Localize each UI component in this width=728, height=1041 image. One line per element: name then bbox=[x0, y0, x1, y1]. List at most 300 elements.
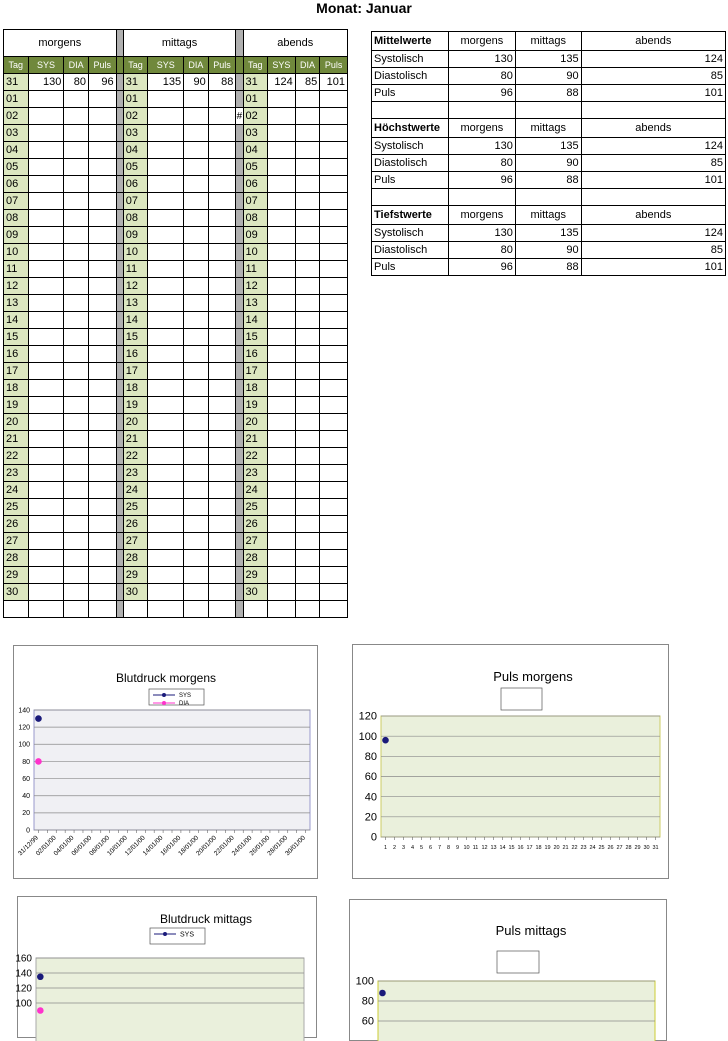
value-cell[interactable] bbox=[64, 533, 89, 550]
value-cell[interactable] bbox=[208, 397, 236, 414]
empty-cell bbox=[116, 601, 123, 618]
value-cell[interactable] bbox=[64, 261, 89, 278]
value-cell[interactable] bbox=[28, 380, 64, 397]
value-cell[interactable] bbox=[28, 227, 64, 244]
value-cell[interactable] bbox=[88, 261, 116, 278]
value-cell[interactable] bbox=[64, 584, 89, 601]
value-cell[interactable] bbox=[88, 329, 116, 346]
value-cell[interactable] bbox=[88, 210, 116, 227]
value-cell[interactable] bbox=[88, 533, 116, 550]
value-cell[interactable] bbox=[148, 261, 184, 278]
value-cell[interactable] bbox=[64, 244, 89, 261]
value-cell[interactable] bbox=[208, 329, 236, 346]
value-cell[interactable] bbox=[208, 295, 236, 312]
value-cell[interactable] bbox=[320, 125, 348, 142]
value-cell[interactable] bbox=[268, 312, 296, 329]
value-cell[interactable] bbox=[88, 91, 116, 108]
value-cell[interactable] bbox=[64, 414, 89, 431]
value-cell[interactable] bbox=[28, 142, 64, 159]
value-cell[interactable] bbox=[64, 329, 89, 346]
value-cell[interactable] bbox=[208, 550, 236, 567]
value-cell[interactable] bbox=[88, 363, 116, 380]
column-separator bbox=[236, 278, 243, 295]
value-cell[interactable] bbox=[28, 125, 64, 142]
value-cell[interactable] bbox=[295, 448, 320, 465]
value-cell[interactable]: 90 bbox=[184, 74, 209, 91]
value-cell[interactable] bbox=[148, 516, 184, 533]
value-cell[interactable] bbox=[268, 533, 296, 550]
value-cell[interactable] bbox=[268, 210, 296, 227]
value-cell[interactable] bbox=[28, 448, 64, 465]
value-cell[interactable] bbox=[320, 346, 348, 363]
value-cell[interactable] bbox=[320, 261, 348, 278]
value-cell[interactable] bbox=[28, 193, 64, 210]
value-cell[interactable] bbox=[148, 550, 184, 567]
value-cell[interactable] bbox=[208, 448, 236, 465]
value-cell[interactable] bbox=[28, 278, 64, 295]
value-cell[interactable] bbox=[295, 142, 320, 159]
value-cell[interactable] bbox=[184, 244, 209, 261]
value-cell[interactable] bbox=[184, 193, 209, 210]
empty-cell bbox=[372, 102, 449, 119]
value-cell[interactable] bbox=[28, 91, 64, 108]
value-cell[interactable] bbox=[28, 431, 64, 448]
value-cell[interactable] bbox=[148, 499, 184, 516]
day-cell: 07 bbox=[123, 193, 148, 210]
value-cell[interactable] bbox=[148, 210, 184, 227]
value-cell[interactable] bbox=[184, 584, 209, 601]
value-cell[interactable] bbox=[268, 482, 296, 499]
value-cell[interactable] bbox=[184, 210, 209, 227]
column-separator bbox=[116, 482, 123, 499]
value-cell[interactable] bbox=[148, 159, 184, 176]
value-cell[interactable] bbox=[295, 193, 320, 210]
value-cell[interactable] bbox=[268, 159, 296, 176]
column-separator bbox=[236, 414, 243, 431]
value-cell[interactable]: 130 bbox=[28, 74, 64, 91]
value-cell[interactable] bbox=[295, 261, 320, 278]
value-cell[interactable] bbox=[64, 227, 89, 244]
value-cell[interactable] bbox=[28, 465, 64, 482]
value-cell[interactable] bbox=[320, 414, 348, 431]
value-cell[interactable] bbox=[28, 482, 64, 499]
value-cell[interactable]: 135 bbox=[148, 74, 184, 91]
value-cell[interactable] bbox=[64, 176, 89, 193]
value-cell[interactable] bbox=[320, 380, 348, 397]
value-cell[interactable] bbox=[88, 584, 116, 601]
value-cell[interactable] bbox=[268, 431, 296, 448]
value-cell[interactable] bbox=[295, 431, 320, 448]
value-cell[interactable] bbox=[148, 91, 184, 108]
value-cell[interactable]: 124 bbox=[268, 74, 296, 91]
value-cell[interactable] bbox=[148, 295, 184, 312]
value-cell[interactable] bbox=[184, 499, 209, 516]
legend-marker bbox=[163, 932, 167, 936]
value-cell[interactable] bbox=[184, 312, 209, 329]
value-cell[interactable] bbox=[64, 312, 89, 329]
value-cell[interactable] bbox=[64, 567, 89, 584]
value-cell[interactable] bbox=[28, 346, 64, 363]
value-cell[interactable] bbox=[320, 584, 348, 601]
value-cell[interactable] bbox=[148, 533, 184, 550]
value-cell[interactable] bbox=[320, 193, 348, 210]
value-cell[interactable] bbox=[295, 295, 320, 312]
value-cell[interactable] bbox=[268, 329, 296, 346]
value-cell[interactable] bbox=[320, 295, 348, 312]
value-cell[interactable] bbox=[88, 414, 116, 431]
value-cell[interactable] bbox=[64, 210, 89, 227]
value-cell[interactable] bbox=[295, 227, 320, 244]
value-cell[interactable] bbox=[268, 363, 296, 380]
value-cell[interactable] bbox=[64, 295, 89, 312]
value-cell[interactable] bbox=[268, 278, 296, 295]
value-cell[interactable] bbox=[320, 159, 348, 176]
value-cell[interactable] bbox=[208, 567, 236, 584]
value-cell[interactable] bbox=[208, 465, 236, 482]
day-cell: 20 bbox=[123, 414, 148, 431]
value-cell[interactable] bbox=[208, 261, 236, 278]
value-cell[interactable] bbox=[268, 550, 296, 567]
value-cell[interactable] bbox=[184, 567, 209, 584]
value-cell[interactable] bbox=[88, 125, 116, 142]
value-cell[interactable] bbox=[268, 261, 296, 278]
value-cell[interactable] bbox=[208, 227, 236, 244]
value-cell[interactable] bbox=[28, 363, 64, 380]
value-cell[interactable] bbox=[148, 448, 184, 465]
value-cell[interactable] bbox=[88, 312, 116, 329]
day-cell: 12 bbox=[123, 278, 148, 295]
value-cell[interactable] bbox=[88, 227, 116, 244]
value-cell[interactable] bbox=[295, 244, 320, 261]
value-cell[interactable] bbox=[28, 210, 64, 227]
value-cell[interactable] bbox=[208, 584, 236, 601]
value-cell[interactable] bbox=[88, 448, 116, 465]
value-cell[interactable] bbox=[208, 346, 236, 363]
value-cell[interactable] bbox=[64, 431, 89, 448]
value-cell[interactable] bbox=[295, 482, 320, 499]
value-cell[interactable] bbox=[88, 108, 116, 125]
value-cell[interactable] bbox=[148, 125, 184, 142]
column-separator bbox=[236, 193, 243, 210]
value-cell[interactable] bbox=[295, 380, 320, 397]
value-cell[interactable] bbox=[184, 482, 209, 499]
value-cell[interactable] bbox=[295, 465, 320, 482]
value-cell[interactable] bbox=[320, 550, 348, 567]
value-cell[interactable] bbox=[208, 244, 236, 261]
value-cell[interactable] bbox=[184, 448, 209, 465]
value-cell[interactable] bbox=[268, 244, 296, 261]
value-cell[interactable] bbox=[295, 499, 320, 516]
value-cell[interactable] bbox=[295, 278, 320, 295]
value-cell[interactable] bbox=[64, 363, 89, 380]
value-cell[interactable] bbox=[184, 108, 209, 125]
value-cell[interactable] bbox=[268, 584, 296, 601]
value-cell[interactable] bbox=[208, 431, 236, 448]
value-cell[interactable] bbox=[148, 414, 184, 431]
value-cell[interactable] bbox=[320, 108, 348, 125]
value-cell[interactable] bbox=[184, 329, 209, 346]
value-cell[interactable] bbox=[320, 397, 348, 414]
value-cell[interactable] bbox=[28, 533, 64, 550]
value-cell[interactable] bbox=[208, 312, 236, 329]
value-cell[interactable] bbox=[208, 108, 236, 125]
value-cell[interactable] bbox=[184, 380, 209, 397]
value-cell[interactable] bbox=[184, 397, 209, 414]
value-cell[interactable] bbox=[64, 159, 89, 176]
value-cell[interactable] bbox=[295, 584, 320, 601]
value-cell[interactable] bbox=[184, 125, 209, 142]
value-cell[interactable] bbox=[184, 295, 209, 312]
value-cell[interactable] bbox=[184, 431, 209, 448]
value-cell[interactable] bbox=[148, 329, 184, 346]
value-cell[interactable] bbox=[320, 363, 348, 380]
value-cell[interactable]: 85 bbox=[295, 74, 320, 91]
value-cell[interactable] bbox=[28, 261, 64, 278]
value-cell[interactable] bbox=[28, 584, 64, 601]
value-cell[interactable] bbox=[208, 176, 236, 193]
value-cell[interactable] bbox=[268, 142, 296, 159]
value-cell[interactable] bbox=[148, 108, 184, 125]
value-cell[interactable] bbox=[268, 125, 296, 142]
value-cell[interactable] bbox=[64, 465, 89, 482]
value-cell[interactable] bbox=[28, 414, 64, 431]
value-cell[interactable] bbox=[64, 278, 89, 295]
value-cell[interactable] bbox=[88, 397, 116, 414]
value-cell[interactable] bbox=[320, 227, 348, 244]
value-cell[interactable] bbox=[148, 584, 184, 601]
value-cell[interactable] bbox=[295, 159, 320, 176]
value-cell[interactable] bbox=[148, 431, 184, 448]
value-cell[interactable] bbox=[320, 210, 348, 227]
value-cell[interactable] bbox=[268, 397, 296, 414]
value-cell[interactable] bbox=[148, 193, 184, 210]
value-cell[interactable] bbox=[148, 380, 184, 397]
value-cell[interactable] bbox=[184, 176, 209, 193]
value-cell[interactable] bbox=[320, 431, 348, 448]
value-cell[interactable] bbox=[184, 261, 209, 278]
value-cell[interactable] bbox=[268, 346, 296, 363]
value-cell[interactable] bbox=[88, 431, 116, 448]
value-cell[interactable] bbox=[148, 567, 184, 584]
value-cell[interactable] bbox=[148, 176, 184, 193]
value-cell[interactable] bbox=[148, 482, 184, 499]
value-cell[interactable] bbox=[295, 516, 320, 533]
value-cell[interactable] bbox=[88, 244, 116, 261]
value-cell[interactable] bbox=[64, 499, 89, 516]
value-cell[interactable] bbox=[28, 176, 64, 193]
value-cell[interactable] bbox=[184, 91, 209, 108]
value-cell[interactable] bbox=[28, 499, 64, 516]
value-cell[interactable] bbox=[208, 193, 236, 210]
value-cell[interactable] bbox=[268, 176, 296, 193]
value-cell[interactable] bbox=[64, 91, 89, 108]
value-cell[interactable] bbox=[208, 414, 236, 431]
empty-cell bbox=[448, 189, 515, 206]
value-cell[interactable] bbox=[268, 414, 296, 431]
x-tick-label: 25 bbox=[598, 845, 605, 851]
value-cell[interactable] bbox=[64, 125, 89, 142]
value-cell[interactable] bbox=[88, 516, 116, 533]
value-cell[interactable] bbox=[295, 312, 320, 329]
value-cell[interactable] bbox=[184, 414, 209, 431]
value-cell[interactable] bbox=[184, 278, 209, 295]
value-cell[interactable] bbox=[148, 346, 184, 363]
value-cell[interactable] bbox=[208, 278, 236, 295]
value-cell[interactable] bbox=[320, 499, 348, 516]
value-cell[interactable] bbox=[88, 465, 116, 482]
value-cell[interactable] bbox=[208, 516, 236, 533]
value-cell[interactable] bbox=[148, 312, 184, 329]
value-cell[interactable] bbox=[28, 108, 64, 125]
value-cell[interactable] bbox=[184, 550, 209, 567]
value-cell[interactable] bbox=[295, 91, 320, 108]
value-cell[interactable] bbox=[320, 329, 348, 346]
value-cell[interactable] bbox=[148, 465, 184, 482]
value-cell[interactable] bbox=[184, 533, 209, 550]
value-cell[interactable] bbox=[88, 193, 116, 210]
value-cell[interactable] bbox=[295, 397, 320, 414]
value-cell[interactable] bbox=[64, 397, 89, 414]
value-cell[interactable] bbox=[88, 567, 116, 584]
value-cell[interactable] bbox=[28, 550, 64, 567]
value-cell[interactable] bbox=[28, 295, 64, 312]
legend-label: SYS bbox=[180, 931, 195, 939]
value-cell[interactable] bbox=[208, 482, 236, 499]
value-cell[interactable] bbox=[148, 363, 184, 380]
value-cell[interactable] bbox=[320, 448, 348, 465]
value-cell[interactable] bbox=[295, 363, 320, 380]
value-cell[interactable] bbox=[295, 346, 320, 363]
value-cell[interactable] bbox=[295, 125, 320, 142]
value-cell[interactable]: 101 bbox=[320, 74, 348, 91]
value-cell[interactable] bbox=[28, 567, 64, 584]
value-cell[interactable] bbox=[208, 499, 236, 516]
table-row bbox=[372, 155, 726, 172]
value-cell[interactable]: 80 bbox=[64, 74, 89, 91]
value-cell[interactable] bbox=[295, 108, 320, 125]
value-cell[interactable] bbox=[268, 448, 296, 465]
value-cell[interactable] bbox=[268, 108, 296, 125]
value-cell[interactable] bbox=[88, 176, 116, 193]
value-cell[interactable] bbox=[320, 244, 348, 261]
value-cell[interactable]: 88 bbox=[208, 74, 236, 91]
value-cell[interactable] bbox=[28, 244, 64, 261]
value-cell[interactable] bbox=[208, 125, 236, 142]
value-cell[interactable] bbox=[208, 159, 236, 176]
value-cell[interactable] bbox=[320, 142, 348, 159]
value-cell[interactable] bbox=[320, 465, 348, 482]
value-cell[interactable] bbox=[64, 108, 89, 125]
x-tick-label: 8 bbox=[446, 845, 451, 851]
value-cell[interactable] bbox=[268, 567, 296, 584]
value-cell[interactable] bbox=[295, 550, 320, 567]
value-cell[interactable] bbox=[295, 329, 320, 346]
value-cell[interactable] bbox=[320, 567, 348, 584]
value-cell[interactable] bbox=[148, 397, 184, 414]
value-cell[interactable]: 96 bbox=[88, 74, 116, 91]
value-cell[interactable] bbox=[184, 227, 209, 244]
value-cell[interactable] bbox=[88, 295, 116, 312]
value-cell[interactable] bbox=[28, 516, 64, 533]
value-cell[interactable] bbox=[208, 142, 236, 159]
value-cell[interactable] bbox=[184, 465, 209, 482]
value-cell[interactable] bbox=[295, 210, 320, 227]
value-cell[interactable] bbox=[64, 516, 89, 533]
value-cell[interactable] bbox=[88, 380, 116, 397]
value-cell[interactable] bbox=[64, 482, 89, 499]
value-cell[interactable] bbox=[28, 397, 64, 414]
value-cell[interactable] bbox=[88, 550, 116, 567]
value-cell[interactable] bbox=[184, 142, 209, 159]
value-cell[interactable] bbox=[208, 380, 236, 397]
column-separator bbox=[116, 550, 123, 567]
value-cell[interactable] bbox=[88, 346, 116, 363]
value-cell[interactable] bbox=[148, 244, 184, 261]
value-cell[interactable] bbox=[320, 278, 348, 295]
value-cell[interactable] bbox=[320, 516, 348, 533]
day-cell: 27 bbox=[243, 533, 268, 550]
value-cell[interactable] bbox=[208, 533, 236, 550]
value-cell[interactable] bbox=[320, 176, 348, 193]
value-cell[interactable] bbox=[208, 91, 236, 108]
y-tick-label: 120 bbox=[18, 724, 30, 732]
value-cell[interactable] bbox=[295, 567, 320, 584]
value-cell[interactable] bbox=[268, 465, 296, 482]
value-cell[interactable] bbox=[268, 295, 296, 312]
value-cell[interactable] bbox=[88, 142, 116, 159]
value-cell[interactable] bbox=[64, 346, 89, 363]
value-cell[interactable] bbox=[28, 329, 64, 346]
value-cell[interactable] bbox=[184, 159, 209, 176]
value-cell[interactable] bbox=[64, 142, 89, 159]
value-cell[interactable] bbox=[295, 176, 320, 193]
value-cell[interactable] bbox=[88, 482, 116, 499]
value-cell[interactable] bbox=[295, 414, 320, 431]
value-cell[interactable] bbox=[268, 91, 296, 108]
value-cell[interactable] bbox=[148, 142, 184, 159]
value-cell[interactable] bbox=[64, 550, 89, 567]
x-tick-label: 17 bbox=[526, 845, 533, 851]
value-cell[interactable] bbox=[268, 499, 296, 516]
value-cell[interactable] bbox=[208, 363, 236, 380]
value-cell[interactable] bbox=[64, 380, 89, 397]
value-cell[interactable] bbox=[320, 91, 348, 108]
value-cell[interactable] bbox=[28, 159, 64, 176]
value-cell[interactable] bbox=[64, 193, 89, 210]
value-cell[interactable] bbox=[320, 533, 348, 550]
value-cell[interactable] bbox=[184, 346, 209, 363]
value-cell[interactable] bbox=[64, 448, 89, 465]
day-cell: 06 bbox=[4, 176, 29, 193]
value-cell[interactable] bbox=[268, 193, 296, 210]
value-cell[interactable] bbox=[148, 278, 184, 295]
value-cell[interactable] bbox=[320, 482, 348, 499]
value-cell[interactable] bbox=[320, 312, 348, 329]
value-cell[interactable] bbox=[88, 499, 116, 516]
value-cell[interactable] bbox=[88, 278, 116, 295]
value-cell[interactable] bbox=[268, 227, 296, 244]
value-cell[interactable] bbox=[184, 516, 209, 533]
value-cell[interactable] bbox=[28, 312, 64, 329]
value-cell[interactable] bbox=[295, 533, 320, 550]
value-cell[interactable] bbox=[184, 363, 209, 380]
value-cell[interactable] bbox=[148, 227, 184, 244]
value-cell[interactable] bbox=[268, 380, 296, 397]
value-cell[interactable] bbox=[208, 210, 236, 227]
day-cell: 11 bbox=[4, 261, 29, 278]
value-cell[interactable] bbox=[88, 159, 116, 176]
value-cell[interactable] bbox=[268, 516, 296, 533]
